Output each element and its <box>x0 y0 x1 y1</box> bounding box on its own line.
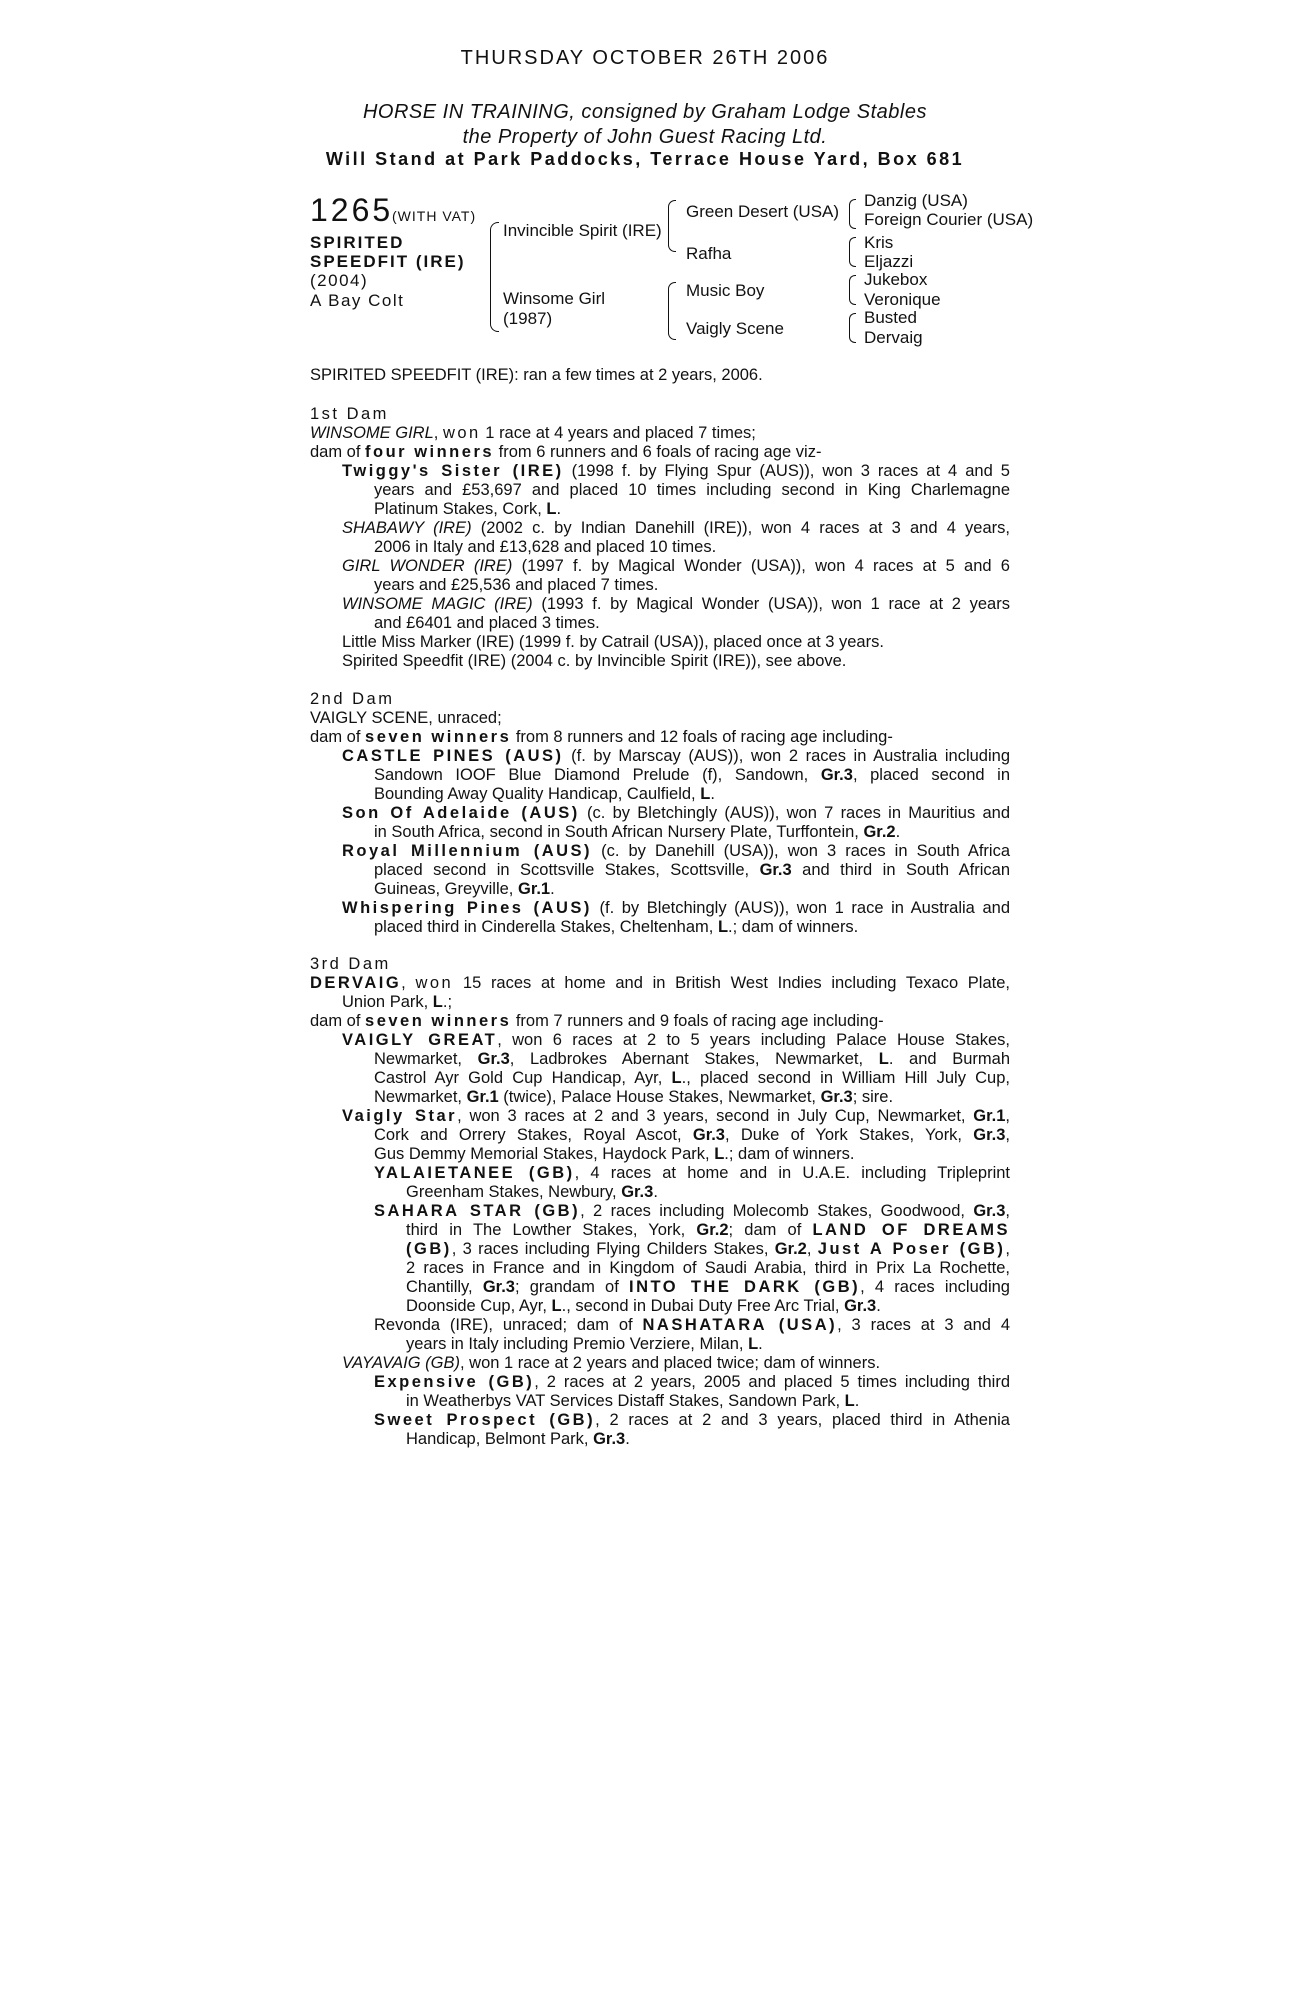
list-item: VAYAVAIG (GB), won 1 race at 2 years and placed twice; dam of winners. <box>342 1354 881 1372</box>
list-item-cont: placed second in Scottsville Stakes, Scottsville, Gr.3 and third in South African <box>374 861 1011 879</box>
section-heading: 3rd Dam <box>310 955 391 973</box>
list-item-cont: Handicap, Belmont Park, Gr.3. <box>406 1430 630 1448</box>
pedigree-dss: Jukebox <box>864 270 928 289</box>
pedigree-dam-dam: Vaigly Scene <box>686 319 784 338</box>
list-item-cont: Doonside Cup, Ayr, L., second in Dubai Duty Free Arc Trial, Gr.3. <box>406 1297 881 1315</box>
pedigree-brace <box>849 313 856 343</box>
pedigree-brace <box>849 199 856 229</box>
list-item-cont: and £6401 and placed 3 times. <box>374 614 600 632</box>
list-item-cont: Guineas, Greyville, Gr.1. <box>374 880 555 898</box>
list-item-cont: years in Italy including Premio Verziere, Milan, L. <box>406 1335 763 1353</box>
property-line: the Property of John Guest Racing Ltd. <box>462 126 828 148</box>
produce-line: dam of seven winners from 8 runners and 12 foals of racing age including- <box>310 728 893 746</box>
dam-line: DERVAIG, won 15 races at home and in British West Indies including Texaco Plate, <box>310 974 1010 992</box>
list-item-cont: Newmarket, Gr.1 (twice), Palace House Stakes, Newmarket, Gr.3; sire. <box>374 1088 894 1106</box>
first-dam-section <box>310 405 1010 671</box>
location-line: Will Stand at Park Paddocks, Terrace House Yard, Box 681 <box>325 149 965 169</box>
pedigree-sds: Kris <box>864 233 894 252</box>
pedigree-brace <box>668 200 676 252</box>
race-summary <box>310 366 1010 385</box>
list-item-cont: Castrol Ayr Gold Cup Handicap, Ayr, L., placed second in William Hill July Cup, <box>374 1069 1010 1087</box>
dam-line: VAIGLY SCENE, unraced; <box>310 709 502 727</box>
list-item-cont: third in The Lowther Stakes, York, Gr.2; dam of LAND OF DREAMS <box>406 1221 1010 1239</box>
list-item: GIRL WONDER (IRE) (1997 f. by Magical Wonder (USA)), won 4 races at 5 and 6 <box>342 557 1010 575</box>
list-item: SHABAWY (IRE) (2002 c. by Indian Danehill (IRE)), won 4 races at 3 and 4 years, <box>342 519 1010 537</box>
sale-date: THURSDAY OCTOBER 26TH 2006 <box>460 47 830 69</box>
lot-number: 1265 <box>310 192 394 228</box>
list-item-cont: Gus Demmy Memorial Stakes, Haydock Park, L.; dam of winners. <box>374 1145 855 1163</box>
list-item-cont: Cork and Orrery Stakes, Royal Ascot, Gr.3, Duke of York Stakes, York, Gr.3, <box>374 1126 1010 1144</box>
pedigree-brace <box>668 282 676 340</box>
list-item-cont: in South Africa, second in South African Nursery Plate, Turffontein, Gr.2. <box>374 823 901 841</box>
pedigree-sdd: Eljazzi <box>864 252 914 271</box>
list-item-cont: (GB), 3 races including Flying Childers Stakes, Gr.2, Just A Poser (GB), <box>406 1240 1011 1258</box>
dam-line: WINSOME GIRL, won 1 race at 4 years and placed 7 times; <box>310 424 756 442</box>
list-item: Sweet Prospect (GB), 2 races at 2 and 3 years, placed third in Athenia <box>374 1411 1010 1429</box>
horse-name-line2: SPEEDFIT (IRE) <box>310 252 466 271</box>
horse-name-line1: SPIRITED <box>310 233 405 252</box>
consignment-line: HORSE IN TRAINING, consigned by Graham Lodge Stables <box>362 101 927 123</box>
list-item-cont: Newmarket, Gr.3, Ladbrokes Abernant Stakes, Newmarket, L. and Burmah <box>374 1050 1010 1068</box>
list-item: Son Of Adelaide (AUS) (c. by Bletchingly (AUS)), won 7 races in Mauritius and <box>342 804 1010 822</box>
pedigree-dam-year: (1987) <box>503 309 553 328</box>
list-item: Royal Millennium (AUS) (c. by Danehill (USA)), won 3 races in South Africa <box>342 842 1011 860</box>
pedigree-dds: Busted <box>864 308 917 327</box>
list-item-cont: years and £53,697 and placed 10 times including second in King Charlemagne <box>374 481 1010 499</box>
pedigree-brace <box>849 237 856 267</box>
pedigree-ssd: Foreign Courier (USA) <box>864 210 1034 229</box>
list-item-cont: Bounding Away Quality Handicap, Caulfield, L. <box>374 785 715 803</box>
list-item-cont: years and £25,536 and placed 7 times. <box>374 576 659 594</box>
horse-year: (2004) <box>310 271 369 290</box>
pedigree-ddd: Dervaig <box>864 328 923 347</box>
dam-line-cont: Union Park, L.; <box>342 993 453 1011</box>
list-item: Revonda (IRE), unraced; dam of NASHATARA (USA), 3 races at 3 and 4 <box>374 1316 1010 1334</box>
pedigree-dam-sire: Music Boy <box>686 281 765 300</box>
second-dam-section <box>310 690 1010 937</box>
section-heading: 1st Dam <box>310 405 389 423</box>
list-item: Twiggy's Sister (IRE) (1998 f. by Flying Spur (AUS)), won 3 races at 4 and 5 <box>342 462 1010 480</box>
list-item-cont: Platinum Stakes, Cork, L. <box>374 500 562 518</box>
produce-line: dam of seven winners from 7 runners and 9 foals of racing age including- <box>310 1012 884 1030</box>
list-item: Whispering Pines (AUS) (f. by Bletchingly (AUS)), won 1 race in Australia and <box>342 899 1010 917</box>
pedigree-sire-dam: Rafha <box>686 244 732 263</box>
pedigree-sire: Invincible Spirit (IRE) <box>503 221 662 240</box>
pedigree-brace <box>490 222 499 332</box>
pedigree-dsd: Veronique <box>864 290 941 309</box>
list-item-cont: Chantilly, Gr.3; grandam of INTO THE DARK (GB), 4 races including <box>406 1278 1010 1296</box>
list-item-cont: Greenham Stakes, Newbury, Gr.3. <box>406 1183 658 1201</box>
pedigree-sire-sire: Green Desert (USA) <box>686 202 840 221</box>
third-dam-section <box>310 955 1010 1449</box>
pedigree-brace <box>849 275 856 305</box>
produce-line: dam of four winners from 6 runners and 6 foals of racing age viz- <box>310 443 822 461</box>
list-item: VAIGLY GREAT, won 6 races at 2 to 5 years including Palace House Stakes, <box>342 1031 1010 1049</box>
list-item-cont: 2006 in Italy and £13,628 and placed 10 times. <box>374 538 717 556</box>
list-item: Spirited Speedfit (IRE) (2004 c. by Invincible Spirit (IRE)), see above. <box>342 652 847 670</box>
pedigree-sss: Danzig (USA) <box>864 191 968 210</box>
pedigree-dam: Winsome Girl <box>503 289 606 308</box>
list-item: CASTLE PINES (AUS) (f. by Marscay (AUS)), won 2 races in Australia including <box>342 747 1010 765</box>
list-item-cont: Sandown IOOF Blue Diamond Prelude (f), Sandown, Gr.3, placed second in <box>374 766 1010 784</box>
list-item: Little Miss Marker (IRE) (1999 f. by Catrail (USA)), placed once at 3 years. <box>342 633 884 651</box>
list-item: Vaigly Star, won 3 races at 2 and 3 years, second in July Cup, Newmarket, Gr.1, <box>342 1107 1010 1125</box>
lot-vat: (WITH VAT) <box>392 208 477 224</box>
list-item: WINSOME MAGIC (IRE) (1993 f. by Magical Wonder (USA)), won 1 race at 2 years <box>342 595 1010 613</box>
list-item: YALAIETANEE (GB), 4 races at home and in U.A.E. including Tripleprint <box>374 1164 1010 1182</box>
list-item: SAHARA STAR (GB), 2 races including Molecomb Stakes, Goodwood, Gr.3, <box>374 1202 1011 1220</box>
list-item-cont: in Weatherbys VAT Services Distaff Stakes, Sandown Park, L. <box>406 1392 860 1410</box>
summary-text: SPIRITED SPEEDFIT (IRE): ran a few times at 2 years, 2006. <box>310 366 763 384</box>
horse-description: A Bay Colt <box>310 291 405 310</box>
section-heading: 2nd Dam <box>310 690 395 708</box>
list-item: Expensive (GB), 2 races at 2 years, 2005 and placed 5 times including third <box>374 1373 1010 1391</box>
list-item-cont: placed third in Cinderella Stakes, Cheltenham, L.; dam of winners. <box>374 918 859 936</box>
list-item-cont: 2 races in France and in Kingdom of Saudi Arabia, third in Prix La Rochette, <box>406 1259 1010 1277</box>
